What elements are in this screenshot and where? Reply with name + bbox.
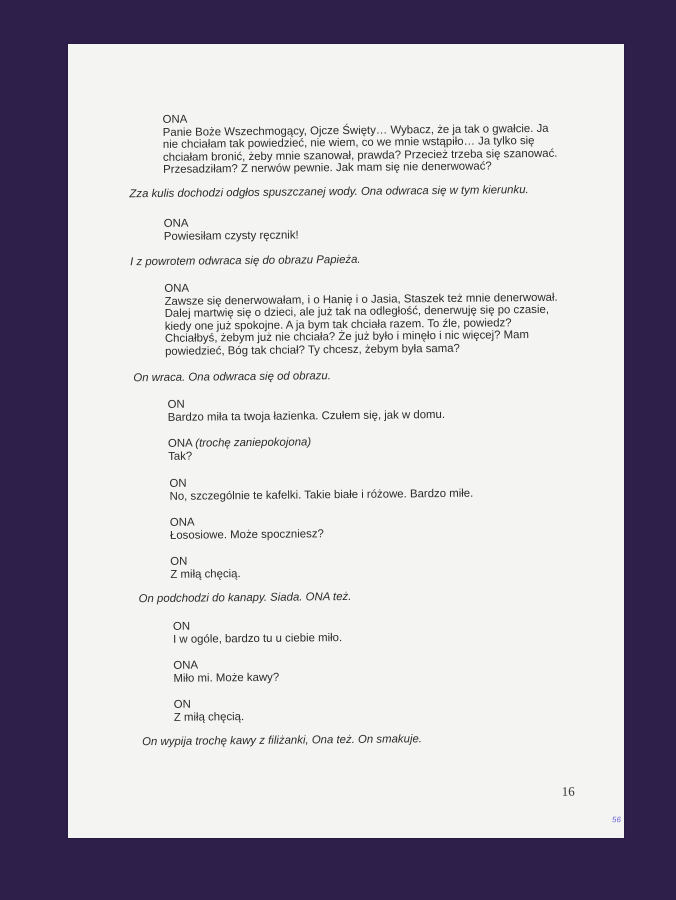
script-content bbox=[64, 41, 628, 841]
dialogue-block bbox=[164, 216, 299, 243]
speaker-name: ONA bbox=[162, 113, 188, 126]
parenthetical: (trochę zaniepokojona) bbox=[195, 436, 312, 450]
speaker-name: ONA bbox=[163, 217, 189, 230]
speaker-name: ON bbox=[167, 398, 185, 411]
dialogue-line: Miło mi. Może kawy? bbox=[173, 671, 280, 685]
dialogue-line: chciałam bronić, żeby mnie szanował, prawda? Przecież trzeba się szanować. bbox=[162, 147, 558, 164]
dialogue-block bbox=[170, 515, 324, 542]
handwritten-page-number: 56 bbox=[611, 815, 621, 825]
dialogue-line: Chciałbyś, żebym już nie chciała? Że już było i minęło i nic więcej? Mam bbox=[164, 329, 529, 346]
dialogue-block bbox=[168, 396, 446, 424]
speaker-name: ON bbox=[173, 698, 191, 711]
dialogue-line: Zawsze się denerwowałam, i o Hanię i o Jasia, Staszek też mnie denerwował. bbox=[164, 291, 558, 308]
dialogue-line: Powiesiłam czysty ręcznik! bbox=[163, 229, 299, 243]
stage-direction: Zza kulis dochodzi odgłos spuszczanej wody. Ona odwraca się w tym kierunku. bbox=[129, 184, 529, 201]
stage-direction: I z powrotem odwraca się do obrazu Papieża. bbox=[130, 253, 361, 269]
stage-direction: On wraca. Ona odwraca się od obrazu. bbox=[133, 370, 331, 385]
dialogue-block bbox=[168, 436, 311, 463]
dialogue-line: powiedzieć, Bóg tak chciał? Ty chcesz, żebym była sama? bbox=[164, 342, 460, 358]
dialogue-block bbox=[164, 279, 558, 359]
dialogue-line: kiedy one już spokojne. A ja bym tak chciała razem. To źle, powiedz? bbox=[164, 317, 512, 333]
page-number: 16 bbox=[561, 783, 575, 799]
dialogue-line: Przesadziłam? Z nerwów pewnie. Jak mam się nie denerwować? bbox=[163, 160, 492, 177]
speaker-name: ON bbox=[170, 555, 188, 568]
dialogue-block bbox=[169, 475, 473, 503]
dialogue-line: No, szczególnie te kafelki. Takie białe i różowe. Bardzo miłe. bbox=[169, 487, 474, 503]
speaker-name: ONA bbox=[167, 437, 193, 450]
dialogue-block bbox=[173, 659, 279, 685]
dialogue-block bbox=[173, 619, 342, 646]
dialogue-line: Z miłą chęcią. bbox=[173, 710, 245, 724]
dialogue-line: Tak? bbox=[168, 450, 193, 463]
dialogue-line: Panie Boże Wszechmogący, Ojcze Święty… Wybacz, że ja tak o gwałcie. Ja bbox=[162, 122, 549, 139]
document-page bbox=[68, 44, 624, 838]
stage-direction: On podchodzi do kanapy. Siada. ONA też. bbox=[138, 590, 352, 606]
dialogue-block bbox=[170, 555, 241, 581]
speaker-name: ONA bbox=[164, 282, 190, 295]
dialogue-line: Z miłą chęcią. bbox=[170, 567, 241, 581]
speaker-name: ONA bbox=[169, 516, 195, 529]
dialogue-line: Dalej martwię się o dzieci, ale już tak na odległość, denerwuję się po czasie, bbox=[164, 304, 550, 321]
dialogue-block bbox=[174, 698, 245, 724]
dialogue-line: nie chciałam tak powiedzieć, nie wiem, co we mnie wstąpiło… Ja tylko się bbox=[162, 135, 535, 152]
dialogue-line: Bardzo miła ta twoja łazienka. Czułem się, jak w domu. bbox=[167, 408, 446, 424]
dialogue-block bbox=[163, 110, 558, 177]
dialogue-line: Łososiowe. Może spoczniesz? bbox=[169, 527, 324, 542]
stage-direction: On wypija trochę kawy z filiżanki, Ona też. On smakuje. bbox=[142, 733, 423, 749]
dialogue-line: I w ogóle, bardzo tu u ciebie miło. bbox=[173, 631, 343, 646]
speaker-name: ON bbox=[172, 620, 191, 633]
speaker-name: ONA bbox=[173, 659, 199, 672]
speaker-name: ON bbox=[169, 477, 187, 490]
